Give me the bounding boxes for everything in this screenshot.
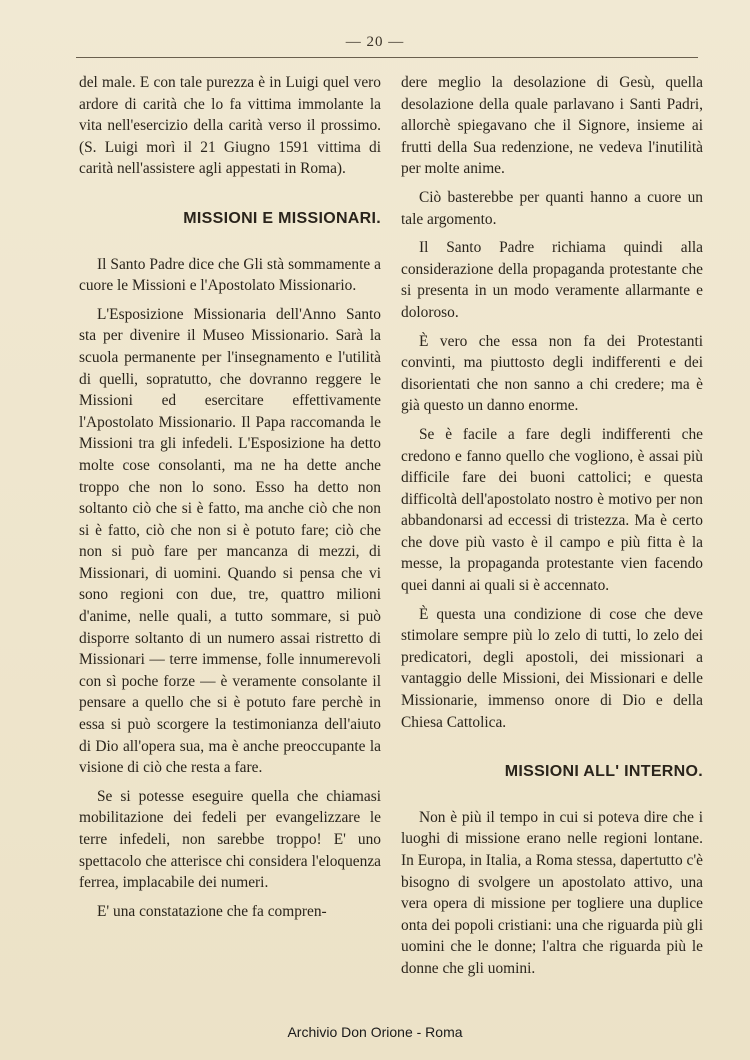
section-heading: MISSIONI ALL' INTERNO. (504, 763, 703, 781)
right-column (401, 72, 703, 987)
header-rule (76, 57, 698, 58)
archive-footer: Archivio Don Orione - Roma (287, 1024, 463, 1040)
paragraph: dere meglio la desolazione di Gesù, quella desolazione della quale parlavano i Santi Padri, allorchè spiegavano che il Signore, insieme ai frutti della Sua redenzione, ne vedeva l'inutilità per molte anime. (401, 74, 703, 178)
section-heading: MISSIONI E MISSIONARI. (183, 209, 381, 227)
paragraph: È vero che essa non fa dei Protestanti convinti, ma piuttosto degli indifferenti e dei disorientati che non sanno a chi credere; ma è già questo un danno enorme. (401, 332, 703, 415)
paragraph: Il Santo Padre richiama quindi alla considerazione della propaganda protestante che si presenta in un modo veramente allarmante e doloroso. (401, 239, 703, 321)
paragraph: L'Esposizione Missionaria dell'Anno Santo sta per divenire il Museo Missionario. Sarà la scuola permanente per l'insegnamento e l'utilità di quelli, sopratutto, che dovranno reggere le Missioni ed esercitare effettivamente l'Apostolato Missionario. Il Papa raccomanda le Missioni tra gli infedeli. L'Esposizione ha detto molte cose consolanti, ma ne ha dette anche troppo che non lo sono. Esso ha detto non soltanto ciò che si è fatto, ma anche ciò che non si è fatto, ciò che non si è potuto fare; ciò che non si può fare per mancanza di mezzi, di Missionari, di uomini. Quando si pensa che vi sono regioni con due, tre, quattro milioni d'anime, nelle quali, a tutto sommare, si può disporre soltanto di un numero assai ristretto di Missionari — terre immense, folle innumerevoli con sì poche forze — è veramente consolante il pensare a quello che si è potuto fare perchè in essa si può scorgere la testimonianza dell'aiuto di Dio all'opera sua, ma è anche preoccupante la visione di ciò che resta a fare. (79, 305, 381, 777)
paragraph: E' una constatazione che fa compren- (97, 902, 327, 920)
paragraph: Se si potesse eseguire quella che chiamasi mobilitazione dei fedeli per evangelizzare le terre infedeli, non sarebbe troppo! E' uno spettacolo che atterisce chi considera l'eloquenza ferrea, implacabile dei numeri. (79, 787, 381, 892)
paragraph: del male. E con tale purezza è in Luigi quel vero ardore di carità che lo fa vittima immolante la vita nell'esercizio della carità verso il prossimo. (S. Luigi morì il 21 Giugno 1591 vittima di carità nell'assistere agli appestati in Roma). (79, 74, 381, 178)
paragraph: Non è più il tempo in cui si poteva dire che i luoghi di missione erano nelle regioni lontane. In Europa, in Italia, a Roma stessa, dapertutto c'è bisogno di svolgere un apostolato attivo, una vera opera di missione per togliere una duplice onta dei popoli cristiani: una che riguarda più gli uomini che le donne; l'altra che riguarda più le donne che gli uomini. (401, 808, 703, 977)
left-column (79, 72, 381, 929)
paragraph: È questa una condizione di cose che deve stimolare sempre più lo zelo di tutti, lo zelo dei predicatori, degli apostoli, dei missionari a vantaggio delle Missioni, dei Missionari e delle Missionarie, immenso onore di Dio e della Chiesa Cattolica. (401, 605, 703, 731)
page-number: — 20 — (345, 34, 405, 50)
paragraph: Il Santo Padre dice che Gli stà sommamente a cuore le Missioni e l'Apostolato Missionario. (79, 255, 381, 295)
paragraph: Se è facile a fare degli indifferenti che credono e fanno quello che vogliono, è assai più difficile fare dei buoni cattolici; e questa difficoltà dell'apostolato nostro è motivo per non abbandonarsi ad eccessi di tristezza. Ma è certo che dove più vasto è il campo e più fitta è la messe, la propaganda protestante vien facendo quei danni ai quali si è accennato. (401, 425, 703, 595)
paragraph: Ciò basterebbe per quanti hanno a cuore un tale argomento. (401, 188, 703, 228)
